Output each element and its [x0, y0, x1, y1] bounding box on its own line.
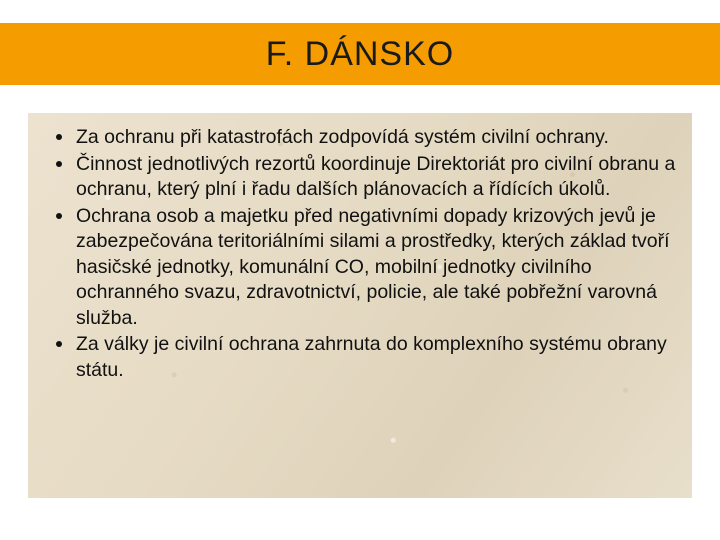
- list-item: [46, 332, 676, 383]
- list-item: [46, 204, 676, 332]
- bullet-dot-icon: [56, 213, 62, 219]
- bullet-list: [46, 125, 676, 383]
- list-item-text: Činnost jednotlivých rezortů koordinuje Direktoriát pro civilní obranu a ochranu, který plní i řadu dalších plánovacích a řídících úkolů.: [76, 152, 676, 200]
- bullet-dot-icon: [56, 341, 62, 347]
- bullet-dot-icon: [56, 161, 62, 167]
- list-item-text: Ochrana osob a majetku před negativními dopady krizových jevů je zabezpečována teritoriálními silami a prostředky, kterých základ tvoří hasičské jednotky, komunální CO, mobilní jednotky civilního ochranného svazu, zdravotnictví, policie, ale také pobřežní varovná služba.: [76, 204, 670, 329]
- list-item-text: Za války je civilní ochrana zahrnuta do komplexního systému obrany státu.: [76, 333, 667, 381]
- slide-content-panel: [28, 113, 692, 498]
- bullet-dot-icon: [56, 134, 62, 140]
- list-item-text: Za ochranu při katastrofách zodpovídá systém civilní ochrany.: [76, 126, 609, 148]
- list-item: [46, 152, 676, 203]
- slide-title-bar: [0, 23, 720, 85]
- list-item: [46, 125, 676, 151]
- page-title: F. DÁNSKO: [265, 35, 455, 73]
